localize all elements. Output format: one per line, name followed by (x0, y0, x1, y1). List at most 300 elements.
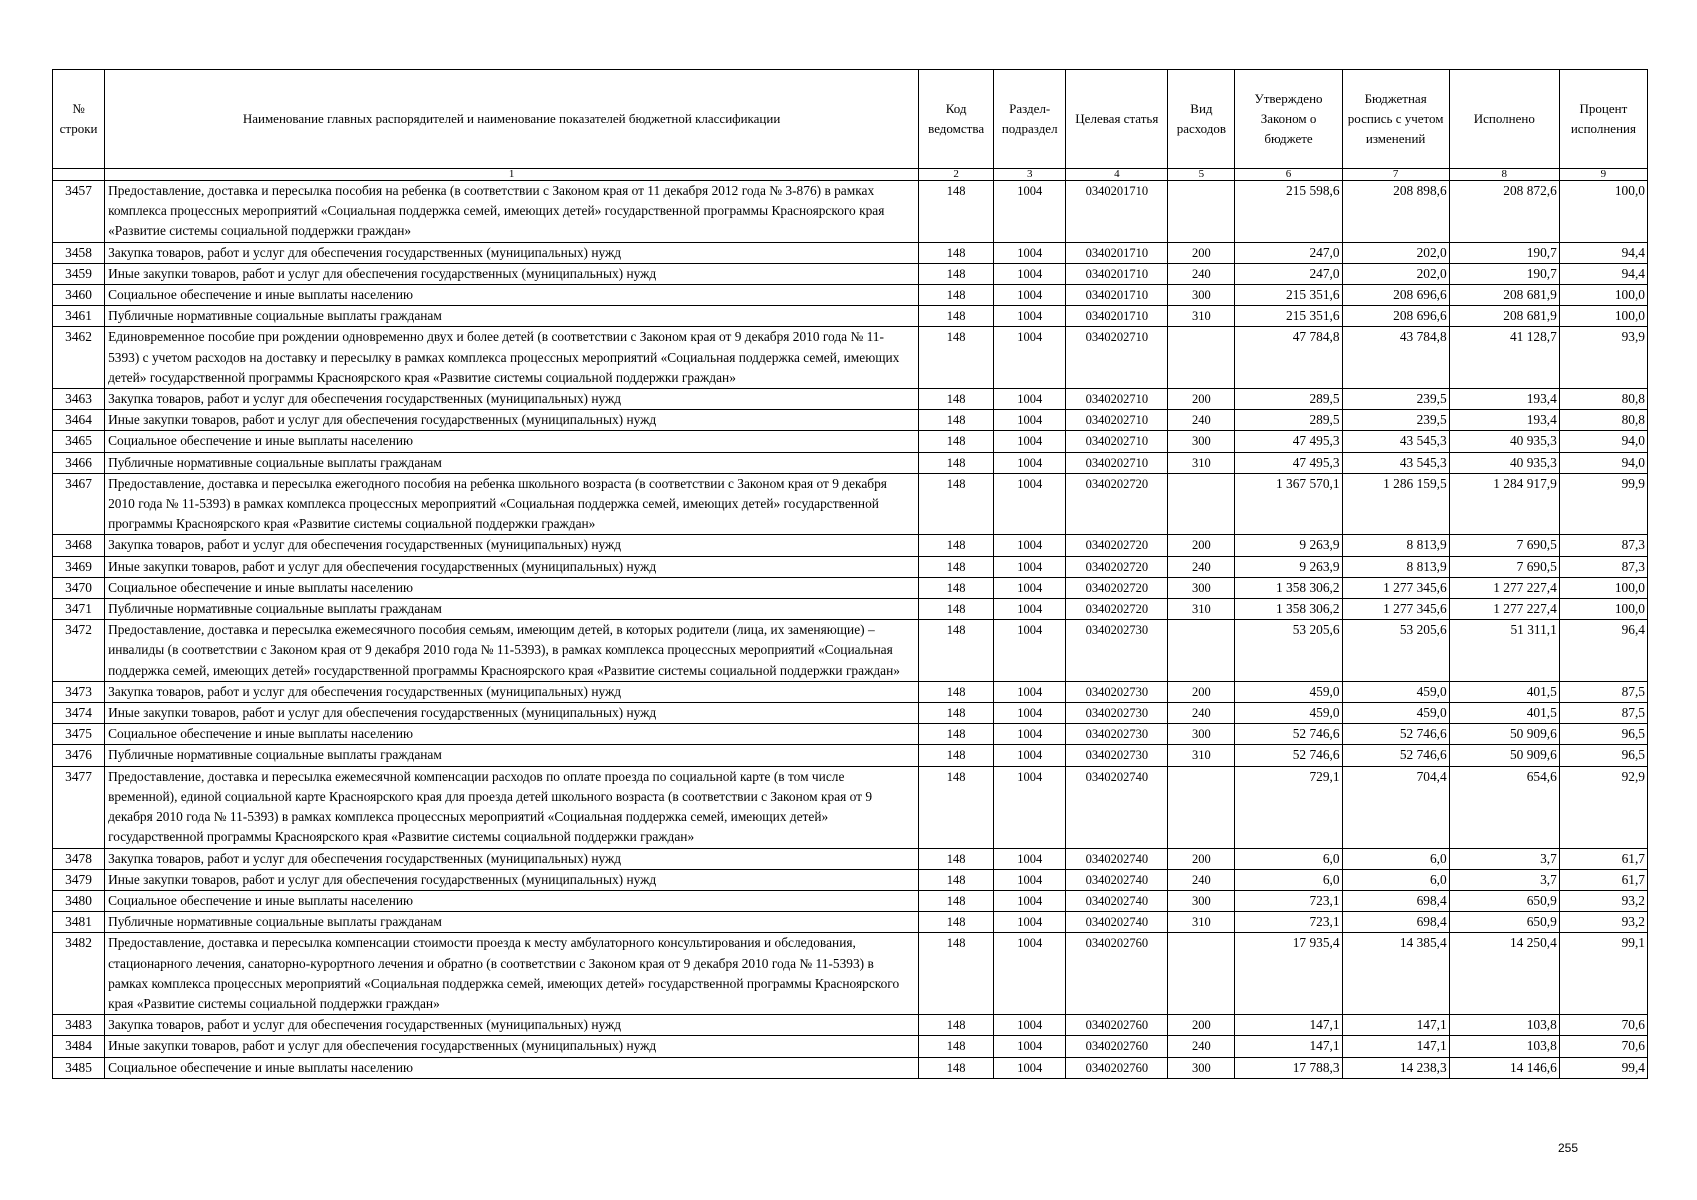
cell-approved: 53 205,6 (1235, 620, 1342, 682)
cell-section: 1004 (994, 452, 1066, 473)
cell-executed: 41 128,7 (1449, 327, 1559, 389)
cell-percent: 100,0 (1559, 285, 1647, 306)
cell-name: Социальное обеспечение и иные выплаты населению (105, 431, 919, 452)
cell-dept-code: 148 (919, 1036, 994, 1057)
cell-dept-code: 148 (919, 410, 994, 431)
cell-dept-code: 148 (919, 703, 994, 724)
cell-row-number: 3475 (53, 724, 105, 745)
cell-approved: 147,1 (1235, 1015, 1342, 1036)
table-row (53, 620, 1648, 682)
table-row (53, 703, 1648, 724)
cell-dept-code: 148 (919, 473, 994, 535)
cell-name: Иные закупки товаров, работ и услуг для обеспечения государственных (муниципальных) нужд (105, 1036, 919, 1057)
cell-name: Закупка товаров, работ и услуг для обеспечения государственных (муниципальных) нужд (105, 389, 919, 410)
cell-target-article: 0340202740 (1066, 848, 1168, 869)
cell-budget-schedule: 8 813,9 (1342, 535, 1449, 556)
column-number: 6 (1235, 169, 1342, 181)
cell-budget-schedule: 202,0 (1342, 263, 1449, 284)
cell-name: Предоставление, доставка и пересылка ежемесячной компенсации расходов по оплате проезда по социальной карте (в том числе временной), единой социальной карте Красноярского края для проезда детей школьного возраста (в соответствии с Законом края от 9 декабря 2010 года № 11-5393) в рамках комплекса процессных мероприятий «Социальная поддержка семей, имеющих детей» государственной программы Красноярского края «Развитие системы социальной поддержки граждан» (105, 766, 919, 848)
cell-budget-schedule: 1 277 345,6 (1342, 577, 1449, 598)
table-row (53, 766, 1648, 848)
cell-name: Предоставление, доставка и пересылка ежемесячного пособия семьям, имеющим детей, в которых родители (лица, их заменяющие) – инвалиды (в соответствии с Законом края от 9 декабря 2010 года № 11-5393), в рамках комплекса процессных мероприятий «Социальная поддержка семей, имеющих детей» государственной программы Красноярского края «Развитие системы социальной поддержки граждан» (105, 620, 919, 682)
cell-target-article: 0340202730 (1066, 745, 1168, 766)
cell-budget-schedule: 6,0 (1342, 869, 1449, 890)
cell-section: 1004 (994, 431, 1066, 452)
cell-section: 1004 (994, 389, 1066, 410)
cell-expense-type: 200 (1168, 1015, 1235, 1036)
cell-percent: 100,0 (1559, 599, 1647, 620)
cell-budget-schedule: 14 238,3 (1342, 1057, 1449, 1078)
cell-executed: 650,9 (1449, 890, 1559, 911)
table-row (53, 933, 1648, 1015)
cell-approved: 6,0 (1235, 869, 1342, 890)
cell-target-article: 0340202740 (1066, 869, 1168, 890)
cell-target-article: 0340201710 (1066, 181, 1168, 243)
cell-budget-schedule: 239,5 (1342, 410, 1449, 431)
cell-approved: 247,0 (1235, 242, 1342, 263)
cell-approved: 6,0 (1235, 848, 1342, 869)
cell-percent: 100,0 (1559, 577, 1647, 598)
cell-percent: 92,9 (1559, 766, 1647, 848)
cell-name: Социальное обеспечение и иные выплаты населению (105, 724, 919, 745)
cell-approved: 52 746,6 (1235, 724, 1342, 745)
cell-section: 1004 (994, 410, 1066, 431)
cell-budget-schedule: 53 205,6 (1342, 620, 1449, 682)
cell-target-article: 0340202760 (1066, 1015, 1168, 1036)
cell-expense-type: 240 (1168, 703, 1235, 724)
cell-dept-code: 148 (919, 452, 994, 473)
table-row (53, 431, 1648, 452)
cell-executed: 103,8 (1449, 1015, 1559, 1036)
cell-row-number: 3473 (53, 681, 105, 702)
cell-dept-code: 148 (919, 263, 994, 284)
cell-dept-code: 148 (919, 745, 994, 766)
cell-percent: 99,1 (1559, 933, 1647, 1015)
table-row (53, 285, 1648, 306)
cell-expense-type (1168, 473, 1235, 535)
cell-row-number: 3481 (53, 912, 105, 933)
table-row (53, 912, 1648, 933)
cell-expense-type: 300 (1168, 1057, 1235, 1078)
cell-approved: 723,1 (1235, 912, 1342, 933)
cell-target-article: 0340202710 (1066, 410, 1168, 431)
cell-expense-type: 240 (1168, 1036, 1235, 1057)
cell-dept-code: 148 (919, 1057, 994, 1078)
cell-row-number: 3482 (53, 933, 105, 1015)
cell-name: Иные закупки товаров, работ и услуг для обеспечения государственных (муниципальных) нужд (105, 556, 919, 577)
cell-dept-code: 148 (919, 890, 994, 911)
cell-section: 1004 (994, 242, 1066, 263)
cell-section: 1004 (994, 1057, 1066, 1078)
cell-executed: 51 311,1 (1449, 620, 1559, 682)
cell-target-article: 0340201710 (1066, 285, 1168, 306)
column-number: 7 (1342, 169, 1449, 181)
table-row (53, 848, 1648, 869)
cell-budget-schedule: 14 385,4 (1342, 933, 1449, 1015)
cell-approved: 47 495,3 (1235, 431, 1342, 452)
cell-dept-code: 148 (919, 848, 994, 869)
cell-target-article: 0340202710 (1066, 389, 1168, 410)
cell-target-article: 0340202720 (1066, 556, 1168, 577)
cell-percent: 93,2 (1559, 912, 1647, 933)
cell-section: 1004 (994, 306, 1066, 327)
cell-approved: 9 263,9 (1235, 556, 1342, 577)
cell-row-number: 3465 (53, 431, 105, 452)
cell-expense-type: 200 (1168, 535, 1235, 556)
budget-table-page (52, 69, 1648, 1079)
cell-approved: 215 598,6 (1235, 181, 1342, 243)
cell-approved: 1 358 306,2 (1235, 577, 1342, 598)
cell-executed: 3,7 (1449, 869, 1559, 890)
cell-expense-type: 200 (1168, 242, 1235, 263)
cell-executed: 50 909,6 (1449, 745, 1559, 766)
cell-section: 1004 (994, 912, 1066, 933)
cell-section: 1004 (994, 577, 1066, 598)
table-row (53, 724, 1648, 745)
cell-target-article: 0340202730 (1066, 724, 1168, 745)
cell-percent: 87,3 (1559, 535, 1647, 556)
cell-approved: 147,1 (1235, 1036, 1342, 1057)
cell-approved: 247,0 (1235, 263, 1342, 284)
cell-section: 1004 (994, 681, 1066, 702)
table-row (53, 535, 1648, 556)
cell-name: Предоставление, доставка и пересылка компенсации стоимости проезда к месту амбулаторного консультирования и обследования, стационарного лечения, санаторно-курортного лечения и обратно (в соответствии с Законом края от 9 декабря 2010 года № 11-5393) в рамках комплекса процессных мероприятий «Социальная поддержка семей, имеющих детей» государственной программы Красноярского края «Развитие системы социальной поддержки граждан» (105, 933, 919, 1015)
table-row (53, 556, 1648, 577)
cell-name: Закупка товаров, работ и услуг для обеспечения государственных (муниципальных) нужд (105, 1015, 919, 1036)
cell-executed: 1 277 227,4 (1449, 599, 1559, 620)
table-row (53, 306, 1648, 327)
cell-section: 1004 (994, 599, 1066, 620)
cell-executed: 650,9 (1449, 912, 1559, 933)
cell-row-number: 3479 (53, 869, 105, 890)
cell-budget-schedule: 459,0 (1342, 703, 1449, 724)
column-number-blank (53, 169, 105, 181)
cell-target-article: 0340202710 (1066, 327, 1168, 389)
cell-percent: 93,9 (1559, 327, 1647, 389)
cell-budget-schedule: 1 277 345,6 (1342, 599, 1449, 620)
cell-name: Иные закупки товаров, работ и услуг для обеспечения государственных (муниципальных) нужд (105, 263, 919, 284)
cell-row-number: 3469 (53, 556, 105, 577)
cell-name: Социальное обеспечение и иные выплаты населению (105, 1057, 919, 1078)
cell-name: Социальное обеспечение и иные выплаты населению (105, 890, 919, 911)
cell-budget-schedule: 459,0 (1342, 681, 1449, 702)
cell-percent: 93,2 (1559, 890, 1647, 911)
cell-target-article: 0340202720 (1066, 577, 1168, 598)
cell-expense-type: 200 (1168, 848, 1235, 869)
cell-executed: 1 284 917,9 (1449, 473, 1559, 535)
cell-approved: 1 358 306,2 (1235, 599, 1342, 620)
cell-target-article: 0340201710 (1066, 306, 1168, 327)
cell-expense-type: 300 (1168, 577, 1235, 598)
column-number: 1 (105, 169, 919, 181)
cell-expense-type: 310 (1168, 306, 1235, 327)
cell-name: Публичные нормативные социальные выплаты гражданам (105, 599, 919, 620)
cell-section: 1004 (994, 933, 1066, 1015)
table-row (53, 263, 1648, 284)
cell-executed: 654,6 (1449, 766, 1559, 848)
cell-percent: 87,5 (1559, 681, 1647, 702)
cell-executed: 208 872,6 (1449, 181, 1559, 243)
cell-budget-schedule: 698,4 (1342, 912, 1449, 933)
cell-budget-schedule: 1 286 159,5 (1342, 473, 1449, 535)
cell-section: 1004 (994, 766, 1066, 848)
table-row (53, 410, 1648, 431)
cell-section: 1004 (994, 745, 1066, 766)
header-budget-schedule: Бюджетная роспись с учетом изменений (1342, 70, 1449, 169)
cell-percent: 94,0 (1559, 431, 1647, 452)
cell-executed: 7 690,5 (1449, 556, 1559, 577)
cell-approved: 215 351,6 (1235, 285, 1342, 306)
cell-expense-type: 200 (1168, 681, 1235, 702)
cell-executed: 14 146,6 (1449, 1057, 1559, 1078)
cell-dept-code: 148 (919, 869, 994, 890)
cell-target-article: 0340202710 (1066, 431, 1168, 452)
cell-budget-schedule: 52 746,6 (1342, 745, 1449, 766)
cell-executed: 50 909,6 (1449, 724, 1559, 745)
cell-name: Иные закупки товаров, работ и услуг для обеспечения государственных (муниципальных) нужд (105, 869, 919, 890)
cell-section: 1004 (994, 327, 1066, 389)
cell-dept-code: 148 (919, 181, 994, 243)
budget-execution-table (52, 69, 1648, 1079)
cell-dept-code: 148 (919, 285, 994, 306)
cell-executed: 14 250,4 (1449, 933, 1559, 1015)
cell-dept-code: 148 (919, 912, 994, 933)
cell-expense-type: 240 (1168, 556, 1235, 577)
header-target-article: Целевая статья (1066, 70, 1168, 169)
cell-row-number: 3461 (53, 306, 105, 327)
cell-budget-schedule: 43 545,3 (1342, 431, 1449, 452)
header-expense-type: Вид расходов (1168, 70, 1235, 169)
cell-row-number: 3480 (53, 890, 105, 911)
cell-expense-type: 310 (1168, 912, 1235, 933)
cell-section: 1004 (994, 1036, 1066, 1057)
cell-target-article: 0340202730 (1066, 620, 1168, 682)
cell-expense-type: 300 (1168, 431, 1235, 452)
cell-executed: 401,5 (1449, 681, 1559, 702)
cell-expense-type: 310 (1168, 452, 1235, 473)
cell-dept-code: 148 (919, 327, 994, 389)
cell-budget-schedule: 43 784,8 (1342, 327, 1449, 389)
cell-percent: 94,4 (1559, 242, 1647, 263)
cell-executed: 1 277 227,4 (1449, 577, 1559, 598)
cell-name: Закупка товаров, работ и услуг для обеспечения государственных (муниципальных) нужд (105, 681, 919, 702)
header-name: Наименование главных распорядителей и наименование показателей бюджетной классификации (105, 70, 919, 169)
cell-target-article: 0340202720 (1066, 535, 1168, 556)
cell-target-article: 0340202760 (1066, 933, 1168, 1015)
cell-name: Публичные нормативные социальные выплаты гражданам (105, 306, 919, 327)
cell-section: 1004 (994, 703, 1066, 724)
table-row (53, 242, 1648, 263)
cell-budget-schedule: 208 898,6 (1342, 181, 1449, 243)
header-percent: Процент исполнения (1559, 70, 1647, 169)
cell-approved: 9 263,9 (1235, 535, 1342, 556)
cell-target-article: 0340202740 (1066, 766, 1168, 848)
table-row (53, 599, 1648, 620)
header-row-number: № строки (53, 70, 105, 169)
table-row (53, 1015, 1648, 1036)
cell-dept-code: 148 (919, 577, 994, 598)
table-row (53, 577, 1648, 598)
table-row (53, 327, 1648, 389)
column-number: 4 (1066, 169, 1168, 181)
cell-section: 1004 (994, 263, 1066, 284)
cell-target-article: 0340202720 (1066, 599, 1168, 620)
cell-expense-type: 300 (1168, 890, 1235, 911)
cell-percent: 94,0 (1559, 452, 1647, 473)
cell-name: Закупка товаров, работ и услуг для обеспечения государственных (муниципальных) нужд (105, 535, 919, 556)
column-number: 5 (1168, 169, 1235, 181)
cell-expense-type: 240 (1168, 410, 1235, 431)
cell-name: Социальное обеспечение и иные выплаты населению (105, 577, 919, 598)
cell-row-number: 3457 (53, 181, 105, 243)
cell-name: Закупка товаров, работ и услуг для обеспечения государственных (муниципальных) нужд (105, 242, 919, 263)
cell-row-number: 3484 (53, 1036, 105, 1057)
cell-executed: 193,4 (1449, 389, 1559, 410)
table-row (53, 745, 1648, 766)
cell-executed: 190,7 (1449, 263, 1559, 284)
column-number: 9 (1559, 169, 1647, 181)
cell-dept-code: 148 (919, 620, 994, 682)
cell-row-number: 3458 (53, 242, 105, 263)
cell-percent: 94,4 (1559, 263, 1647, 284)
cell-expense-type (1168, 620, 1235, 682)
cell-row-number: 3470 (53, 577, 105, 598)
cell-budget-schedule: 6,0 (1342, 848, 1449, 869)
cell-budget-schedule: 202,0 (1342, 242, 1449, 263)
cell-name: Публичные нормативные социальные выплаты гражданам (105, 745, 919, 766)
header-executed: Исполнено (1449, 70, 1559, 169)
cell-dept-code: 148 (919, 535, 994, 556)
page-number: 255 (1558, 1141, 1579, 1155)
cell-expense-type: 310 (1168, 745, 1235, 766)
table-row (53, 389, 1648, 410)
cell-row-number: 3466 (53, 452, 105, 473)
cell-section: 1004 (994, 285, 1066, 306)
cell-executed: 7 690,5 (1449, 535, 1559, 556)
cell-percent: 96,5 (1559, 745, 1647, 766)
cell-percent: 80,8 (1559, 389, 1647, 410)
cell-target-article: 0340202710 (1066, 452, 1168, 473)
cell-target-article: 0340202760 (1066, 1036, 1168, 1057)
cell-section: 1004 (994, 869, 1066, 890)
cell-percent: 99,9 (1559, 473, 1647, 535)
column-number-row (53, 169, 1648, 181)
cell-target-article: 0340201710 (1066, 242, 1168, 263)
cell-name: Иные закупки товаров, работ и услуг для обеспечения государственных (муниципальных) нужд (105, 410, 919, 431)
table-header-row (53, 70, 1648, 169)
cell-dept-code: 148 (919, 242, 994, 263)
cell-budget-schedule: 8 813,9 (1342, 556, 1449, 577)
cell-percent: 96,4 (1559, 620, 1647, 682)
cell-dept-code: 148 (919, 389, 994, 410)
cell-budget-schedule: 239,5 (1342, 389, 1449, 410)
cell-section: 1004 (994, 620, 1066, 682)
cell-approved: 17 935,4 (1235, 933, 1342, 1015)
table-row (53, 869, 1648, 890)
cell-section: 1004 (994, 556, 1066, 577)
cell-target-article: 0340202730 (1066, 703, 1168, 724)
cell-percent: 96,5 (1559, 724, 1647, 745)
table-row (53, 452, 1648, 473)
cell-name: Предоставление, доставка и пересылка пособия на ребенка (в соответствии с Законом края от 11 декабря 2012 года № 3-876) в рамках комплекса процессных мероприятий «Социальная поддержка семей, имеющих детей» государственной программы Красноярского края «Развитие системы социальной поддержки граждан» (105, 181, 919, 243)
cell-budget-schedule: 52 746,6 (1342, 724, 1449, 745)
cell-name: Предоставление, доставка и пересылка ежегодного пособия на ребенка школьного возраста (в соответствии с Законом края от 9 декабря 2010 года № 11-5393) в рамках комплекса процессных мероприятий «Социальная поддержка семей, имеющих детей» государственной программы Красноярского края «Развитие системы социальной поддержки граждан» (105, 473, 919, 535)
cell-name: Единовременное пособие при рождении одновременно двух и более детей (в соответствии с Законом края от 9 декабря 2010 года № 11-5393) с учетом расходов на доставку и пересылку в рамках комплекса процессных мероприятий «Социальная поддержка семей, имеющих детей» государственной программы Красноярского края «Развитие системы социальной поддержки граждан» (105, 327, 919, 389)
cell-approved: 52 746,6 (1235, 745, 1342, 766)
cell-dept-code: 148 (919, 306, 994, 327)
cell-row-number: 3464 (53, 410, 105, 431)
cell-percent: 70,6 (1559, 1036, 1647, 1057)
cell-row-number: 3468 (53, 535, 105, 556)
cell-name: Закупка товаров, работ и услуг для обеспечения государственных (муниципальных) нужд (105, 848, 919, 869)
table-row (53, 1036, 1648, 1057)
cell-expense-type: 240 (1168, 869, 1235, 890)
header-section: Раздел-подраздел (994, 70, 1066, 169)
cell-budget-schedule: 208 696,6 (1342, 306, 1449, 327)
cell-dept-code: 148 (919, 933, 994, 1015)
cell-row-number: 3462 (53, 327, 105, 389)
cell-expense-type: 200 (1168, 389, 1235, 410)
cell-expense-type: 240 (1168, 263, 1235, 284)
cell-row-number: 3472 (53, 620, 105, 682)
cell-executed: 40 935,3 (1449, 452, 1559, 473)
cell-executed: 193,4 (1449, 410, 1559, 431)
cell-expense-type: 300 (1168, 285, 1235, 306)
cell-approved: 459,0 (1235, 703, 1342, 724)
cell-approved: 47 495,3 (1235, 452, 1342, 473)
cell-percent: 99,4 (1559, 1057, 1647, 1078)
cell-executed: 103,8 (1449, 1036, 1559, 1057)
cell-percent: 87,3 (1559, 556, 1647, 577)
cell-approved: 1 367 570,1 (1235, 473, 1342, 535)
cell-executed: 401,5 (1449, 703, 1559, 724)
cell-budget-schedule: 147,1 (1342, 1015, 1449, 1036)
cell-name: Иные закупки товаров, работ и услуг для обеспечения государственных (муниципальных) нужд (105, 703, 919, 724)
cell-section: 1004 (994, 535, 1066, 556)
cell-executed: 190,7 (1449, 242, 1559, 263)
column-number: 2 (919, 169, 994, 181)
cell-approved: 289,5 (1235, 410, 1342, 431)
cell-expense-type (1168, 766, 1235, 848)
cell-approved: 215 351,6 (1235, 306, 1342, 327)
cell-expense-type: 300 (1168, 724, 1235, 745)
cell-executed: 40 935,3 (1449, 431, 1559, 452)
cell-approved: 17 788,3 (1235, 1057, 1342, 1078)
column-number: 3 (994, 169, 1066, 181)
cell-target-article: 0340202760 (1066, 1057, 1168, 1078)
cell-dept-code: 148 (919, 556, 994, 577)
cell-percent: 70,6 (1559, 1015, 1647, 1036)
cell-dept-code: 148 (919, 599, 994, 620)
cell-budget-schedule: 704,4 (1342, 766, 1449, 848)
cell-executed: 208 681,9 (1449, 285, 1559, 306)
cell-row-number: 3474 (53, 703, 105, 724)
cell-name: Социальное обеспечение и иные выплаты населению (105, 285, 919, 306)
table-row (53, 681, 1648, 702)
cell-row-number: 3485 (53, 1057, 105, 1078)
cell-expense-type (1168, 933, 1235, 1015)
cell-section: 1004 (994, 1015, 1066, 1036)
table-body (53, 181, 1648, 1079)
cell-target-article: 0340202740 (1066, 890, 1168, 911)
cell-row-number: 3478 (53, 848, 105, 869)
cell-row-number: 3477 (53, 766, 105, 848)
column-number: 8 (1449, 169, 1559, 181)
cell-approved: 723,1 (1235, 890, 1342, 911)
cell-name: Публичные нормативные социальные выплаты гражданам (105, 452, 919, 473)
cell-section: 1004 (994, 181, 1066, 243)
cell-row-number: 3460 (53, 285, 105, 306)
